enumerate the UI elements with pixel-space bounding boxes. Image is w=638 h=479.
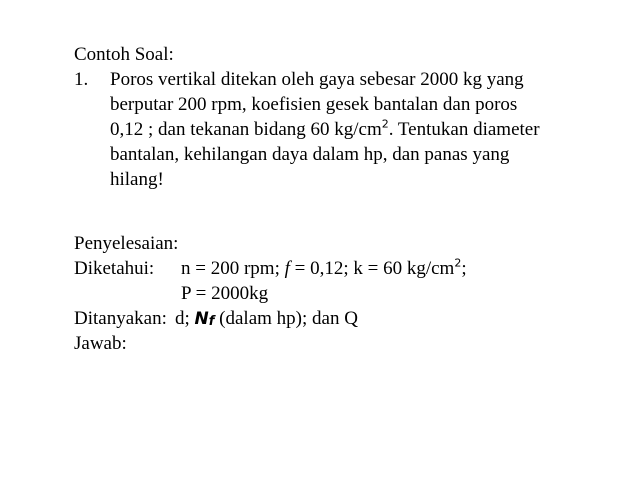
known-f-symbol: f xyxy=(284,258,290,279)
asked-value xyxy=(175,307,358,333)
known-n: n = 200 rpm; xyxy=(181,258,285,279)
nf-main: N xyxy=(194,309,209,329)
asked-suffix: (dalam hp); dan Q xyxy=(214,308,358,329)
known-suffix: ; xyxy=(461,258,467,279)
problem-number: 1. xyxy=(74,69,89,90)
known-label: Diketahui: xyxy=(74,258,155,279)
solution-title: Penyelesaian: xyxy=(74,233,179,254)
problem-line-4: bantalan, kehilangan daya dalam hp, dan panas yang xyxy=(110,144,510,165)
problem-line-3 xyxy=(110,118,540,142)
heading: Contoh Soal: xyxy=(74,44,174,65)
asked-label: Ditanyakan: xyxy=(74,308,167,329)
known-values: = 0,12; k = 60 kg/cm xyxy=(289,258,455,279)
known-superscript: 2 xyxy=(454,256,462,270)
known-line-2: P = 2000kg xyxy=(181,283,269,304)
nf-symbol xyxy=(195,309,215,329)
asked-prefix: d; xyxy=(175,308,195,329)
problem-line-1: Poros vertikal ditekan oleh gaya sebesar 2000 kg yang xyxy=(110,69,524,90)
known-line-1 xyxy=(181,257,467,281)
nf-subscript: f xyxy=(208,314,215,329)
problem-line-2: berputar 200 rpm, koefisien gesek bantalan dan poros xyxy=(110,94,518,115)
answer-label: Jawab: xyxy=(74,333,127,354)
problem-line-3-text: 0,12 ; dan tekanan bidang 60 kg/cm xyxy=(110,119,382,140)
problem-line-3-tail: . Tentukan diameter xyxy=(388,119,540,140)
problem-superscript: 2 xyxy=(381,117,389,131)
problem-line-5: hilang! xyxy=(110,169,164,190)
